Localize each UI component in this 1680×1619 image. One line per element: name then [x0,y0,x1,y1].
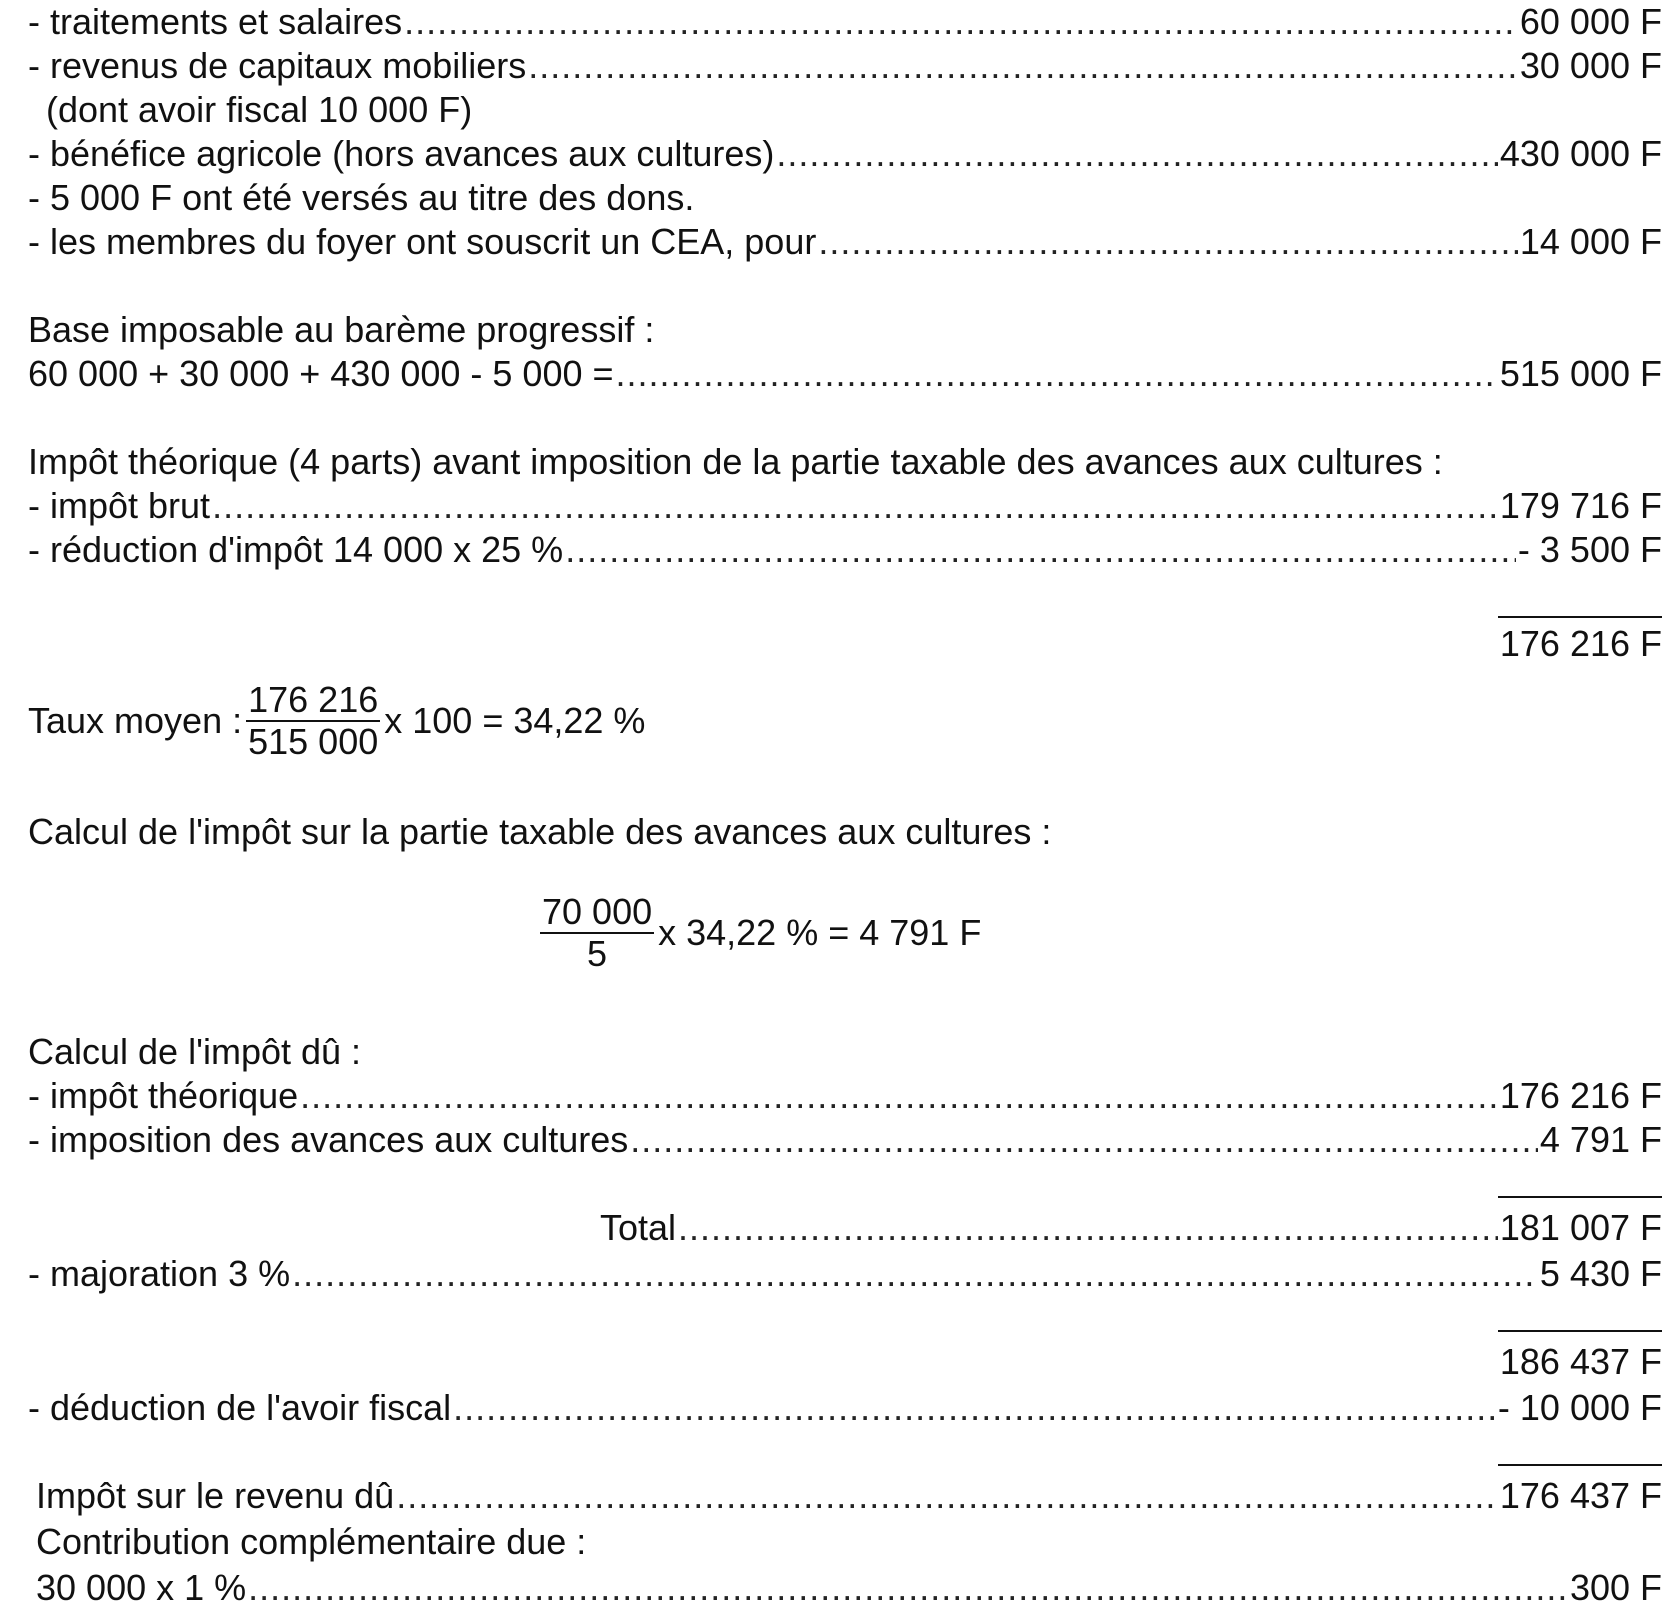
line-label: - impôt théorique [28,1075,299,1116]
income-line-salaires [28,0,1662,44]
line-amount: 5 430 F [1539,1253,1662,1294]
taux-moyen-fraction [246,680,380,762]
avances-heading: Calcul de l'impôt sur la partie taxable des avances aux cultures : [28,811,1052,852]
impot-du-heading: Calcul de l'impôt dû : [28,1031,362,1072]
avoir-fiscal-line [28,1386,1662,1430]
line-label: - les membres du foyer ont souscrit un CEA, pour [28,221,817,262]
income-note-avoir: (dont avoir fiscal 10 000 F) [46,89,473,130]
impot-brut-line [28,484,1662,528]
fraction-denominator: 515 000 [248,721,379,762]
avances-formula [536,892,981,974]
line-amount: 179 716 F [1499,485,1662,526]
line-label: - réduction d'impôt 14 000 x 25 % [28,529,564,570]
ir-rule [1498,1464,1662,1466]
line-label: - déduction de l'avoir fiscal [28,1387,452,1428]
fraction-denominator: 5 [587,933,608,974]
subtotal-amount: 186 437 F [1499,1341,1662,1382]
fraction-numerator: 70 000 [542,891,653,932]
line-amount: 176 216 F [1499,1075,1662,1116]
dot-leader [565,528,1516,572]
total-rule [1498,1196,1662,1198]
line-amount: 300 F [1569,1567,1662,1608]
dot-leader [212,484,1498,528]
dot-leader [396,1474,1498,1518]
line-amount: - 3 500 F [1517,529,1662,570]
avances-result: x 34,22 % = 4 791 F [658,912,982,953]
line-amount: - 10 000 F [1497,1387,1662,1428]
total-amount: 181 007 F [1499,1207,1662,1248]
dot-leader [292,1252,1538,1296]
base-amount: 515 000 F [1499,353,1662,394]
income-line-cea [28,220,1662,264]
line-label: - traitements et salaires [28,1,403,42]
imposition-avances-line [28,1118,1662,1162]
line-amount: 4 791 F [1539,1119,1662,1160]
line-label: - revenus de capitaux mobiliers [28,45,527,86]
impot-theorique-subtotal-line [28,622,1662,666]
impot-theorique-heading: Impôt théorique (4 parts) avant imposition de la partie taxable des avances aux cultures : [28,441,1443,482]
taux-moyen-formula [28,680,645,762]
dot-leader [818,220,1518,264]
dot-leader [678,1206,1498,1250]
line-amount: 176 437 F [1499,1475,1662,1516]
base-formula: 60 000 + 30 000 + 430 000 - 5 000 = [28,353,614,394]
avances-fraction [540,892,654,974]
total-line [600,1206,1662,1250]
dot-leader [630,1118,1538,1162]
reduction-line [28,528,1662,572]
line-label: - majoration 3 % [28,1253,291,1294]
impot-revenu-du-line [36,1474,1662,1518]
contribution-heading: Contribution complémentaire due : [36,1521,587,1562]
line-label: 30 000 x 1 % [36,1567,247,1608]
majoration-subtotal-line [28,1340,1662,1384]
total-label: Total [600,1207,677,1248]
line-label: - imposition des avances aux cultures [28,1119,629,1160]
line-amount: 14 000 F [1519,221,1662,262]
taux-moyen-result: x 100 = 34,22 % [384,700,646,741]
dot-leader [248,1566,1568,1610]
subtotal-rule [1498,616,1662,618]
dot-leader [528,44,1518,88]
base-heading: Base imposable au barème progressif : [28,309,655,350]
impot-theorique-line [28,1074,1662,1118]
line-amount: 30 000 F [1519,45,1662,86]
subtotal-rule-2 [1498,1330,1662,1332]
dot-leader [404,0,1518,44]
income-line-agricole [28,132,1662,176]
fraction-numerator: 176 216 [248,679,379,720]
line-label: - impôt brut [28,485,211,526]
dons-note: - 5 000 F ont été versés au titre des dons. [28,177,695,218]
taux-moyen-label: Taux moyen : [28,700,243,741]
contribution-line [36,1566,1662,1610]
dot-leader [616,352,1498,396]
dot-leader [776,132,1498,176]
base-line [28,352,1662,396]
subtotal-amount: 176 216 F [1499,623,1662,664]
majoration-line [28,1252,1662,1296]
line-amount: 60 000 F [1519,1,1662,42]
dot-leader [453,1386,1496,1430]
line-label: Impôt sur le revenu dû [36,1475,395,1516]
dot-leader [300,1074,1498,1118]
line-amount: 430 000 F [1499,133,1662,174]
income-line-capitaux [28,44,1662,88]
line-label: - bénéfice agricole (hors avances aux cultures) [28,133,775,174]
